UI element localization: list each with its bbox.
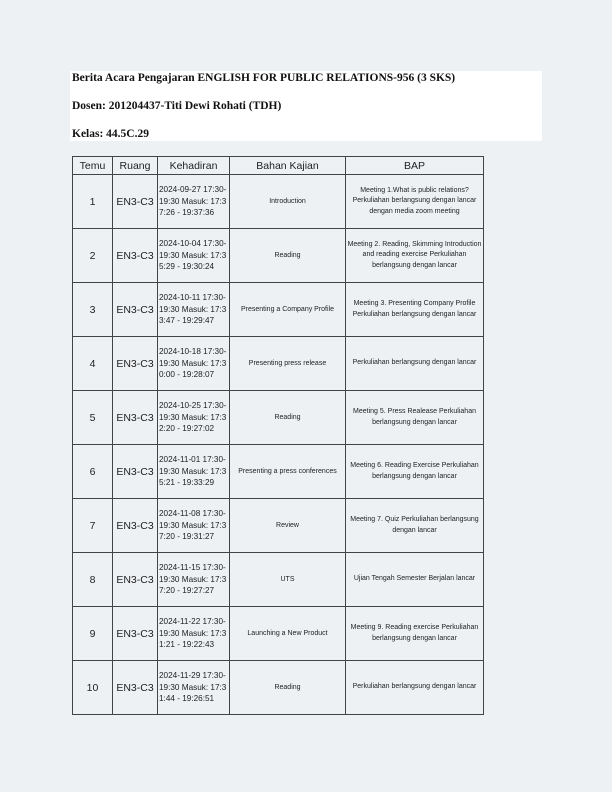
cell-bap: Perkuliahan berlangsung dengan lancar xyxy=(346,661,484,715)
cell-bap: Meeting 1.What is public relations? Perkuliahan berlangsung dengan lancar dengan media zoom meeting xyxy=(346,175,484,229)
cell-kehadiran: 2024-10-04 17:30-19:30 Masuk: 17:35:29 - 19:30:24 xyxy=(158,229,230,283)
cell-temu: 7 xyxy=(73,499,113,553)
teaching-record-table xyxy=(72,156,484,715)
cell-kehadiran: 2024-11-29 17:30-19:30 Masuk: 17:31:44 - 19:26:51 xyxy=(158,661,230,715)
cell-bap: Meeting 6. Reading Exercise Perkuliahan berlangsung dengan lancar xyxy=(346,445,484,499)
table-row xyxy=(73,283,484,337)
table-row xyxy=(73,391,484,445)
cell-bap: Perkuliahan berlangsung dengan lancar xyxy=(346,337,484,391)
table-row xyxy=(73,499,484,553)
header-kehadiran: Kehadiran xyxy=(158,157,230,175)
cell-ruang: EN3-C3 xyxy=(113,175,158,229)
cell-bap: Meeting 7. Quiz Perkuliahan berlangsung dengan lancar xyxy=(346,499,484,553)
document-title: Berita Acara Pengajaran ENGLISH FOR PUBLIC RELATIONS-956 (3 SKS) xyxy=(72,72,456,84)
cell-ruang: EN3-C3 xyxy=(113,499,158,553)
cell-temu: 4 xyxy=(73,337,113,391)
cell-bahan-kajian: Presenting a Company Profile xyxy=(230,283,346,337)
cell-kehadiran: 2024-11-15 17:30-19:30 Masuk: 17:37:20 - 19:27:27 xyxy=(158,553,230,607)
table-row xyxy=(73,607,484,661)
header-bahan-kajian: Bahan Kajian xyxy=(230,157,346,175)
table-row xyxy=(73,175,484,229)
header-bap: BAP xyxy=(346,157,484,175)
cell-bap: Meeting 9. Reading exercise Perkuliahan berlangsung dengan lancar xyxy=(346,607,484,661)
cell-temu: 1 xyxy=(73,175,113,229)
cell-temu: 8 xyxy=(73,553,113,607)
class-line: Kelas: 44.5C.29 xyxy=(72,128,149,140)
cell-ruang: EN3-C3 xyxy=(113,391,158,445)
cell-bahan-kajian: Presenting a press conferences xyxy=(230,445,346,499)
cell-bahan-kajian: Presenting press release xyxy=(230,337,346,391)
cell-temu: 10 xyxy=(73,661,113,715)
cell-temu: 2 xyxy=(73,229,113,283)
cell-bap: Meeting 5. Press Realease Perkuliahan berlangsung dengan lancar xyxy=(346,391,484,445)
header-temu: Temu xyxy=(73,157,113,175)
cell-ruang: EN3-C3 xyxy=(113,553,158,607)
table-row xyxy=(73,445,484,499)
table-row xyxy=(73,229,484,283)
cell-bahan-kajian: Review xyxy=(230,499,346,553)
table-row xyxy=(73,553,484,607)
cell-ruang: EN3-C3 xyxy=(113,661,158,715)
cell-temu: 9 xyxy=(73,607,113,661)
cell-bahan-kajian: Reading xyxy=(230,391,346,445)
cell-ruang: EN3-C3 xyxy=(113,445,158,499)
cell-kehadiran: 2024-11-08 17:30-19:30 Masuk: 17:37:20 - 19:31:27 xyxy=(158,499,230,553)
cell-temu: 6 xyxy=(73,445,113,499)
cell-kehadiran: 2024-11-22 17:30-19:30 Masuk: 17:31:21 - 19:22:43 xyxy=(158,607,230,661)
header-ruang: Ruang xyxy=(113,157,158,175)
table-row xyxy=(73,337,484,391)
cell-kehadiran: 2024-10-11 17:30-19:30 Masuk: 17:33:47 - 19:29:47 xyxy=(158,283,230,337)
cell-bahan-kajian: Launching a New Product xyxy=(230,607,346,661)
cell-bahan-kajian: Reading xyxy=(230,661,346,715)
cell-ruang: EN3-C3 xyxy=(113,607,158,661)
cell-kehadiran: 2024-10-18 17:30-19:30 Masuk: 17:30:00 - 19:28:07 xyxy=(158,337,230,391)
cell-ruang: EN3-C3 xyxy=(113,337,158,391)
cell-bahan-kajian: Reading xyxy=(230,229,346,283)
table-row xyxy=(73,661,484,715)
cell-kehadiran: 2024-09-27 17:30-19:30 Masuk: 17:37:26 - 19:37:36 xyxy=(158,175,230,229)
cell-bahan-kajian: Introduction xyxy=(230,175,346,229)
cell-ruang: EN3-C3 xyxy=(113,283,158,337)
cell-bap: Ujian Tengah Semester Berjalan lancar xyxy=(346,553,484,607)
cell-temu: 5 xyxy=(73,391,113,445)
cell-ruang: EN3-C3 xyxy=(113,229,158,283)
cell-kehadiran: 2024-10-25 17:30-19:30 Masuk: 17:32:20 - 19:27:02 xyxy=(158,391,230,445)
cell-kehadiran: 2024-11-01 17:30-19:30 Masuk: 17:35:21 - 19:33:29 xyxy=(158,445,230,499)
cell-bap: Meeting 3. Presenting Company Profile Perkuliahan berlangsung dengan lancar xyxy=(346,283,484,337)
lecturer-line: Dosen: 201204437-Titi Dewi Rohati (TDH) xyxy=(72,100,282,112)
table-header-row xyxy=(73,157,484,175)
cell-bap: Meeting 2. Reading, Skimming Introduction and reading exercise Perkuliahan berlangsung dengan lancar xyxy=(346,229,484,283)
cell-temu: 3 xyxy=(73,283,113,337)
cell-bahan-kajian: UTS xyxy=(230,553,346,607)
